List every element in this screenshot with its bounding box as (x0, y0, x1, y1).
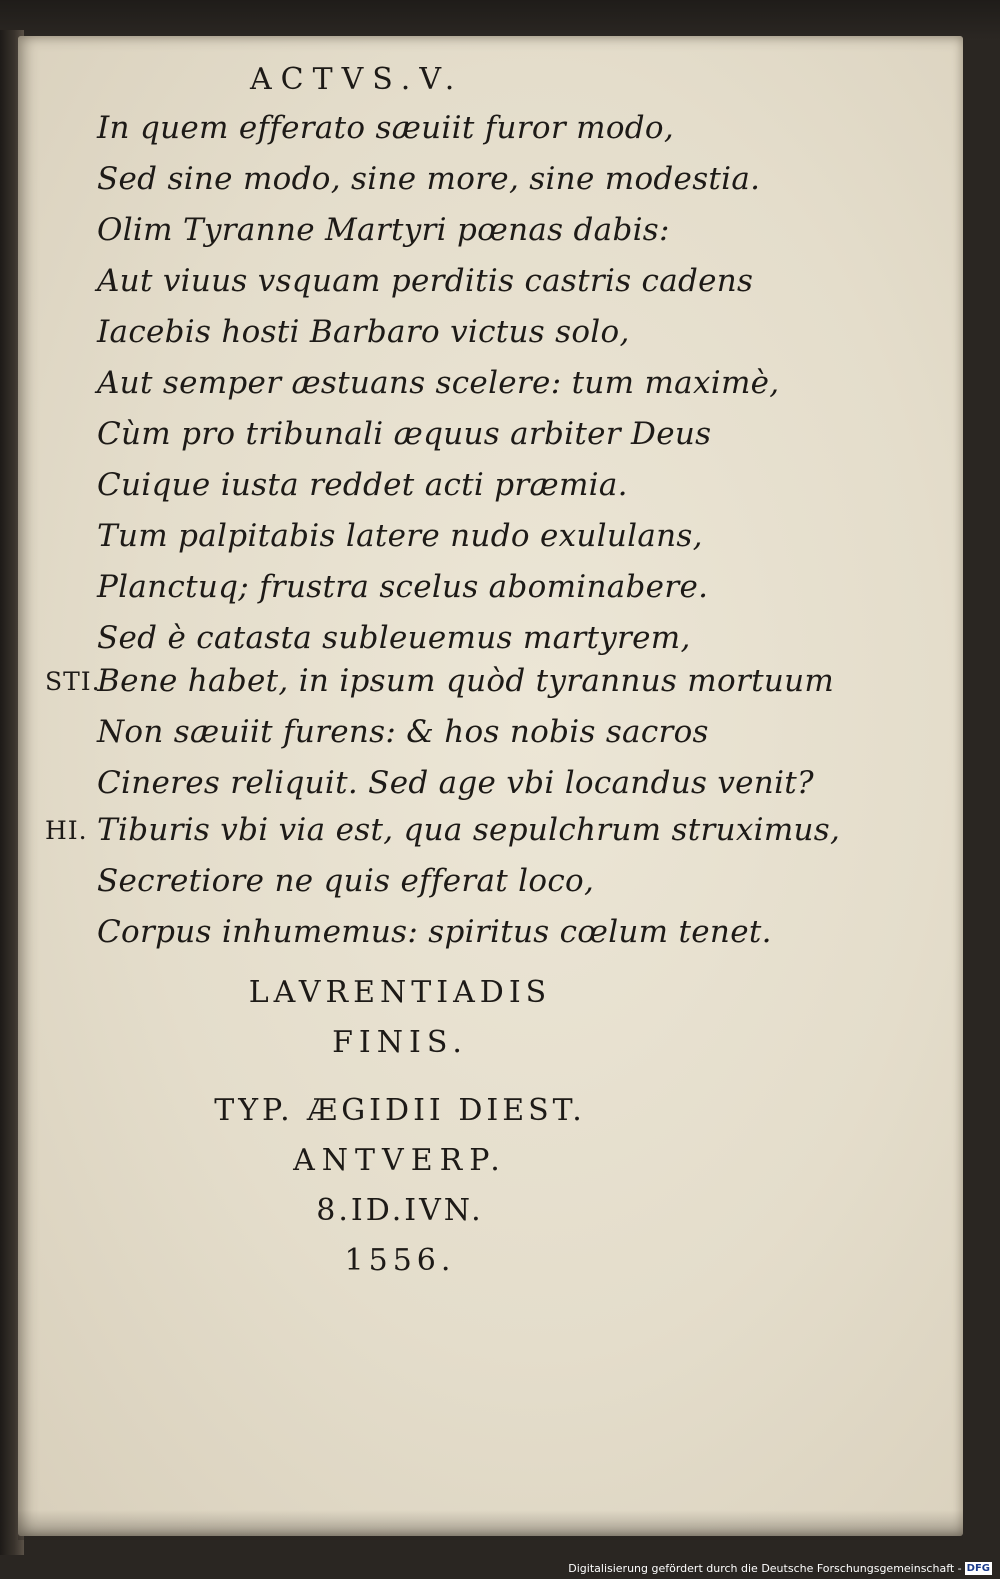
scan-top-margin (0, 0, 1000, 40)
verse-line: Iacebis hosti Barbaro victus solo, (97, 314, 630, 350)
verse-line: Bene habet, in ipsum quòd tyrannus mortuum (97, 663, 835, 699)
verse-line: Cùm pro tribunali æquus arbiter Deus (97, 416, 712, 452)
speaker-label: STI. (45, 667, 101, 696)
credit-text: Digitalisierung gefördert durch die Deutsche Forschungsgemeinschaft - (568, 1561, 962, 1575)
dfg-logo-icon: DFG (966, 1563, 990, 1574)
verse-line: Corpus inhumemus: spiritus cœlum tenet. (97, 914, 772, 950)
verse-line: Tiburis vbi via est, qua sepulchrum struximus, (97, 812, 841, 848)
digitization-credit (568, 1562, 992, 1576)
verse-line: Secretiore ne quis efferat loco, (97, 863, 595, 899)
verse-line: Cuique iusta reddet acti præmia. (97, 467, 628, 503)
verse-line: In quem efferato sæuiit furor modo, (97, 110, 675, 146)
colophon-date: 8.ID.IVN. (316, 1193, 484, 1228)
verse-line: Tum palpitabis latere nudo exululans, (97, 518, 703, 554)
speaker-label: HI. (45, 816, 88, 845)
colophon-title: LAVRENTIADIS (248, 975, 552, 1010)
colophon-place: ANTVERP. (293, 1143, 507, 1178)
colophon-finis: FINIS. (332, 1025, 468, 1060)
verse-line: Sed sine modo, sine more, sine modestia. (97, 161, 761, 197)
verse-line: Cineres reliquit. Sed age vbi locandus venit? (97, 765, 814, 801)
verse-line: Non sæuiit furens: & hos nobis sacros (97, 714, 709, 750)
verse-line: Olim Tyranne Martyri pœnas dabis: (97, 212, 670, 248)
verse-line: Aut viuus vsquam perditis castris cadens (97, 263, 754, 299)
colophon-year: 1556. (344, 1243, 456, 1278)
verse-line: Planctuq; frustra scelus abominabere. (97, 569, 709, 605)
verse-line: Sed è catasta subleuemus martyrem, (97, 620, 691, 656)
colophon-printer: TYP. ÆGIDII DIEST. (214, 1093, 586, 1128)
page-bottom-shadow (18, 1510, 963, 1540)
act-heading: ACTVS.V. (250, 62, 464, 97)
verse-line: Aut semper æstuans scelere: tum maximè, (97, 365, 780, 401)
